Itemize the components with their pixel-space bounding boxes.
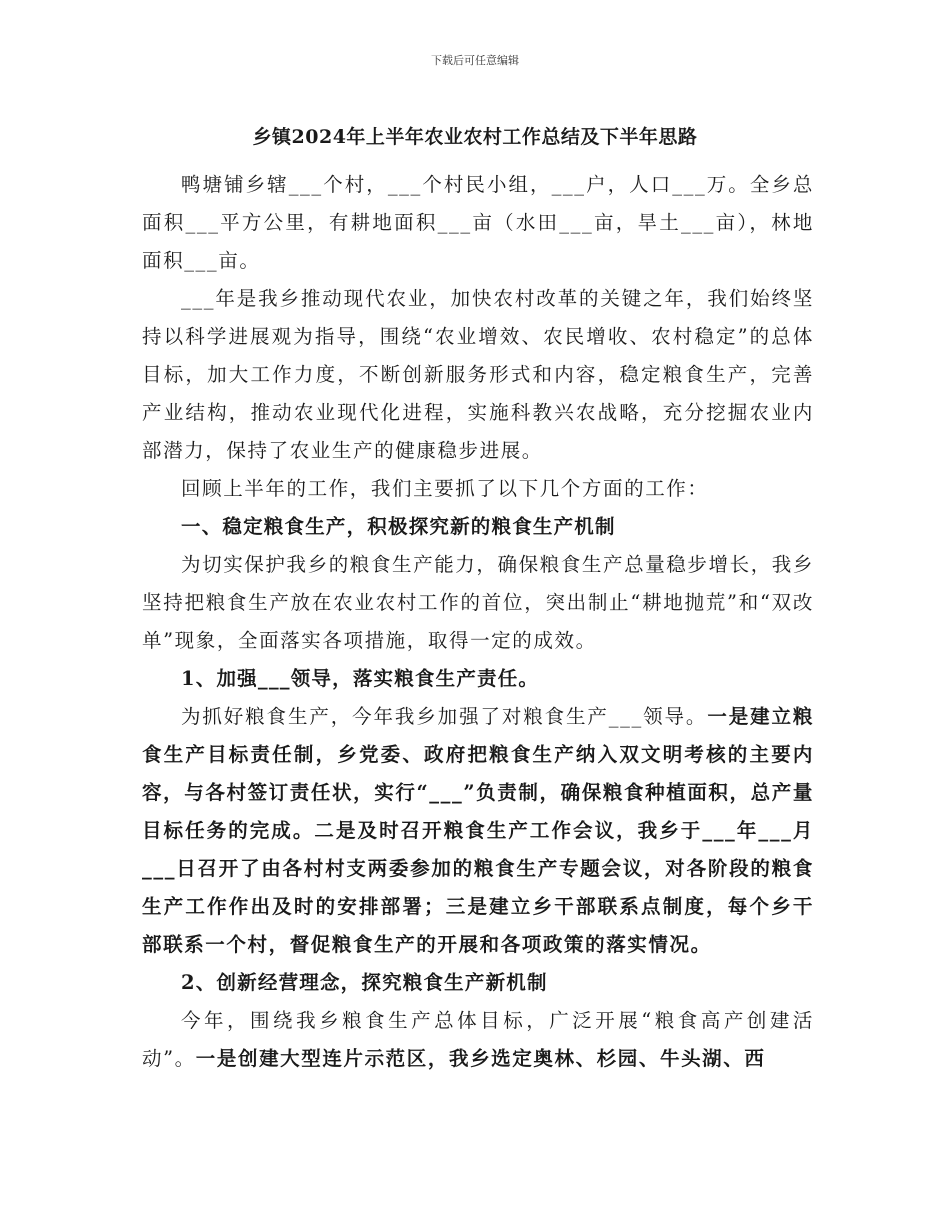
subsection-2-body [142, 1002, 814, 1078]
paragraph-review-intro: 回顾上半年的工作，我们主要抓了以下几个方面的工作： [181, 477, 709, 500]
document-body [142, 166, 814, 1078]
header-note: 下载后可任意编辑 [431, 54, 519, 67]
document-title: 乡镇2024年上半年农业农村工作总结及下半年思路 [252, 126, 698, 148]
paragraph-overview: 鸭塘铺乡辖___个村，___个村民小组，___户，人口___万。全乡总面积___平方公里，有耕地面积___亩（水田___亩，旱土___亩），林地面积___亩。 [142, 173, 815, 272]
subsection-2-plain-text: 今年，围绕我乡粮食生产总体目标，广泛开展“粮食高产创建活动”。 [142, 1009, 814, 1070]
subsection-2-bold-text: 一是创建大型连片示范区，我乡选定奥林、杉园、牛头湖、西 [195, 1047, 766, 1070]
paragraph-goals: ___年是我乡推动现代农业，加快农村改革的关键之年，我们始终坚持以科学进展观为指导，围绕“农业增效、农民增收、农村稳定”的总体目标，加大工作力度，不断创新服务形式和内容，稳定粮食生产，完善产业结构，推动农业现代化进程，实施科教兴农战略，充分挖掘农业内部潜力，保持了农业生产的健康稳步进展。 [142, 287, 814, 462]
subsection-1-body [142, 698, 814, 964]
subsection-1-plain-text: 为抓好粮食生产，今年我乡加强了对粮食生产___领导。 [181, 705, 708, 728]
section-1-intro: 为切实保护我乡的粮食生产能力，确保粮食生产总量稳步增长，我乡坚持把粮食生产放在农业农村工作的首位，突出制止“耕地抛荒”和“双改单”现象，全面落实各项措施，取得一定的成效。 [142, 553, 815, 652]
section-heading-1: 一、稳定粮食生产，积极探究新的粮食生产机制 [181, 515, 616, 538]
subsection-heading-1: 1、加强___领导，落实粮食生产责任。 [181, 667, 540, 690]
subsection-heading-2: 2、创新经营理念，探究粮食生产新机制 [181, 971, 548, 994]
subsection-1-bold-text: 一是建立粮食生产目标责任制，乡党委、政府把粮食生产纳入双文明考核的主要内容，与各村签订责任状，实行“___”负责制，确保粮食种植面积，总产量目标任务的完成。二是及时召开粮食生产工作会议，我乡于___年___月___日召开了由各村村支两委参加的粮食生产专题会议，对各阶段的粮食生产工作作出及时的安排部署；三是建立乡干部联系点制度，每个乡干部联系一个村，督促粮食生产的开展和各项政策的落实情况。 [142, 705, 814, 956]
